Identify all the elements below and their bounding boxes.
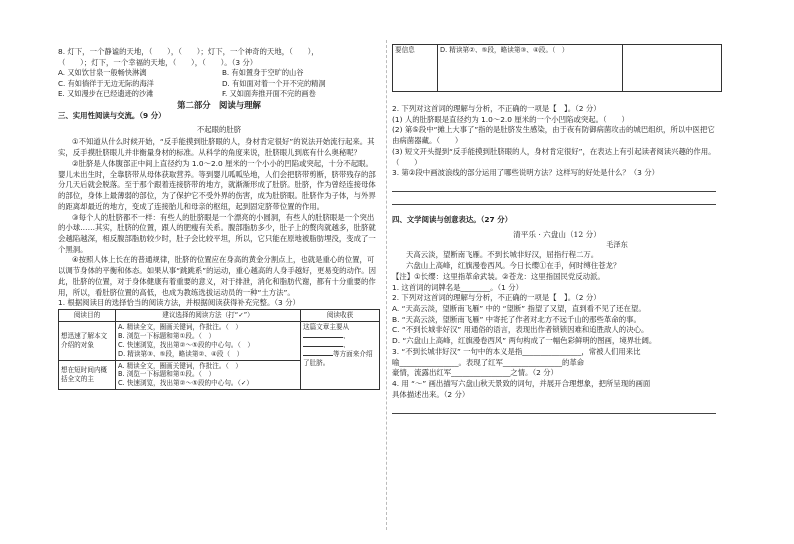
answer-line: [392, 401, 716, 414]
table-cell-gain: [623, 45, 722, 92]
continued-table: [392, 44, 722, 92]
q8-line2: （ ）；灯下，一个幸福的天地，（ ），（ ）。（3 分）: [58, 57, 258, 67]
table-cell-methods: [116, 322, 301, 361]
q2-item: (1) 人的肚脐眼是直径约为 1.0～2.0 厘米的一个小凹陷或突起。（ ）: [392, 114, 629, 124]
poem-q1: 1. 这首词的词牌名是________。（1 分）: [392, 282, 524, 292]
table-header: 建议选择的阅读方法（打“✓”）: [116, 310, 301, 322]
poem-q3-line: 喻________________。表现了红军________________的革命: [392, 357, 585, 367]
section-3-heading: 三、实用性阅读与交流。（9 分）: [58, 110, 166, 120]
poem-q2-option: A. “天高云淡，望断南飞雁” 中的 “望断” 指望了又望，直到看不见了还在望。: [392, 303, 646, 313]
q3-reading: 3. 第②段中画波浪线的部分运用了哪些说明方法？这样写的好处是什么？（3 分）: [392, 168, 659, 178]
poem-q4-line: 具体描述出来。（2 分）: [392, 389, 470, 399]
article-paragraph-3: ③每个人的肚脐都不一样：有些人的肚脐眼是一个漂亮的小圆洞，有些人的肚脐眼是一个突出的小球……其实，肚脐的位置，跟人的肥瘦有关系。腹部脂肪多少，肚子上的赘肉就越多，肚脐就会越陷越深，相反腹部脂肪较少时，肚子会比较平坦，所以，它只能在原地被脂肪埋没，变成了一个黑洞。: [58, 212, 376, 254]
q8-option: C. 有如徜徉于无边无际的海洋: [58, 78, 154, 88]
left-column: [58, 0, 380, 390]
gain-text: 、: [343, 331, 350, 340]
part-title: 第二部分 阅读与理解: [177, 99, 261, 110]
q8-option: A. 又如饮甘泉一般畅快淋漓: [58, 68, 147, 78]
table-cell-purpose: 要信息: [393, 45, 438, 92]
table-header-row: [59, 310, 380, 322]
method-option: D. 精读第③、⑤段，略读第②、④段（ ）: [118, 349, 244, 358]
table-cell-purpose: 想迅速了解本文介绍的对象: [59, 322, 116, 361]
poem-q3-line: 3. “不到长城非好汉” 一句中的本义是指________________，常被人们用来比: [392, 346, 641, 356]
table-header: 阅读目的: [59, 310, 116, 322]
table-cell-purpose: 想在短时间内概括全文的主: [59, 360, 116, 390]
q8-option: B. 有如置身于空旷的山谷: [222, 68, 304, 78]
column-divider: [386, 40, 387, 530]
q8-option: D. 有如面对着一个开不完的精洞: [222, 78, 326, 88]
article-paragraph-1: ①不知道从什么时候开始，“反手能摸到肚脐眼的人，身材肯定很好”的说法开始流行起来。其实，反手摸肚脐眼儿并非衡量身材的标准。从科学的角度来说，肚脐眼儿到底有什么奥秘呢？: [58, 137, 375, 158]
q1-reading: 1. 根据阅读目的选择恰当的阅读方法，并根据阅读获得补充完整。（3 分）: [58, 298, 300, 308]
right-column: [392, 0, 722, 414]
answer-line: [392, 192, 716, 205]
article-title: 不起眼的肚脐: [196, 124, 242, 134]
poem-q2-option: C. “不到长城非好汉” 用通俗的语言，表现出作者锁锁因难和追胜敌人的决心。: [392, 325, 649, 335]
q8-options: [58, 68, 380, 98]
method-option: B. 浏览一下标题和第①段。（ ）: [118, 331, 216, 340]
table-row: [59, 322, 380, 361]
method-option: A. 精读全文，圈画关键词，作批注。（ ）: [118, 361, 242, 370]
table-cell-methods: [116, 360, 301, 390]
q2-item: (2) 第⑤段中“摊上大事了”指的是肚脐发生感染，由于夜有防御病菌攻击的城巴组织，所以中医把它由病菌器藏。（ ）: [392, 125, 715, 146]
gain-text: 这篇文章主要从: [303, 323, 350, 331]
table-cell-gain: [301, 322, 380, 390]
article-paragraph-4: ④按照人体上长在的普通规律，肚脐的位置应在身高的黄金分割点上，也就是重心的位置，可以调节身体的平衡和体态。如果从事“跳跳系”的运动，重心越高的人身手越好，更易变的动作。因此，肚脐的位置，对于身体健康有着重要的意义，对于排泄，消化和脂肪代谢，都有十分重要的作用，所以，看肚脐位置的高低，也成为教练选拔运动员的一种“土方法”。: [58, 255, 377, 297]
q8-line1: 8. 灯下，一个静谧的天地，（ ），（ ）；灯下，一个神奇的天地，（ ），: [58, 47, 319, 56]
poem-q2-option: B. “天高云淡，望断南飞雁” 中寄托了作者对北方不远千山的那些革命的事。: [392, 314, 641, 324]
poem-author: 毛泽东: [606, 239, 628, 249]
q2-reading: 2. 下列对这首词的理解与分析，不正确的一项是【 】。（2 分）: [392, 104, 601, 113]
q8-option: E. 又如漫步在已经遗迹的沙滩: [58, 88, 154, 98]
poem-note: 【注】①长缨：这里指革命武装。②苍龙：这里指国民党反动派。: [392, 271, 605, 281]
q8-option: F. 又如面奔推开面不完的画卷: [222, 88, 316, 98]
poem-q4-line: 4. 用 “～” 画出描写六盘山秋天景致的词句，并展开合理想象，把所呈现的画面: [392, 379, 651, 389]
poem-q2-option: D. “六盘山上高峰，红旗漫卷西风” 两句构成了一幅色彩鲜明的图画，境界壮阔。: [392, 336, 657, 346]
table-cell-methods: D. 精读第②、⑤段，略读第③、④段。（ ）: [438, 45, 623, 92]
poem-q2: 2. 下列对这首词的理解与分析，不正确的一项是【 】。（2 分）: [392, 293, 601, 303]
poem-title: 清平乐 · 六盘山（12 分）: [513, 229, 601, 239]
section-4-heading: 四、文学阅读与创意表达。（27 分）: [392, 215, 513, 225]
method-option: C. 快速浏览，找出第②～⑤段的中心句。（ ）: [118, 340, 255, 349]
answer-line: [392, 179, 716, 192]
poem-line: 六盘山上高峰，红旗漫卷西风。今日长缨①在手，何时缚住苍龙？: [406, 261, 621, 271]
gain-text: 了肚脐。: [303, 358, 330, 367]
method-option: C. 快速浏览，找出第②～⑤段的中心句。（✓）: [118, 379, 253, 388]
method-option: A. 精读全文，圈画关键词，作批注。（ ）: [118, 323, 242, 331]
poem-line: 天高云淡，望断南飞雁。不到长城非好汉，屈指行程二万。: [406, 250, 599, 260]
article-paragraph-2: ②肚脐是人体腹部正中间上直径约为 1.0～2.0 厘米的一个小小的凹陷或突起，十分不起眼。婴儿未出生时，全靠脐带从母体获取营养。等到婴儿呱呱坠地，人们会把脐带剪断，脐带残存的部分几天后就会脱落。至于那个跟着连接脐带的地方，就渐渐形成了肚脐。肚脐，作为曾经连接母体的部位，身体上最薄弱的部位，为了保护它不受外界的伤害，成为肚脐眼。肚脐作为子体，与外界的距离却最近的地方，变成了连接胎儿和母亲的枢纽，起到固定脐带位置的作用。: [58, 158, 376, 211]
gain-text: 等方面来介绍: [333, 349, 373, 358]
method-option: B. 浏览一下标题和第①段。（ ）: [118, 370, 216, 379]
poem-q3-line: 豪情，流露出红军________________之情。（2 分）: [392, 368, 558, 378]
gain-text: 、: [343, 340, 350, 349]
q2-item: (3) 短文开头提到“反手能摸到肚脐眼的人，身材肯定很好”，在表达上有引起读者阅读兴趣的作用。（ ）: [392, 146, 716, 167]
reading-method-table: [58, 309, 380, 390]
table-header: 阅读收获: [301, 310, 380, 322]
table-row: [393, 45, 722, 92]
